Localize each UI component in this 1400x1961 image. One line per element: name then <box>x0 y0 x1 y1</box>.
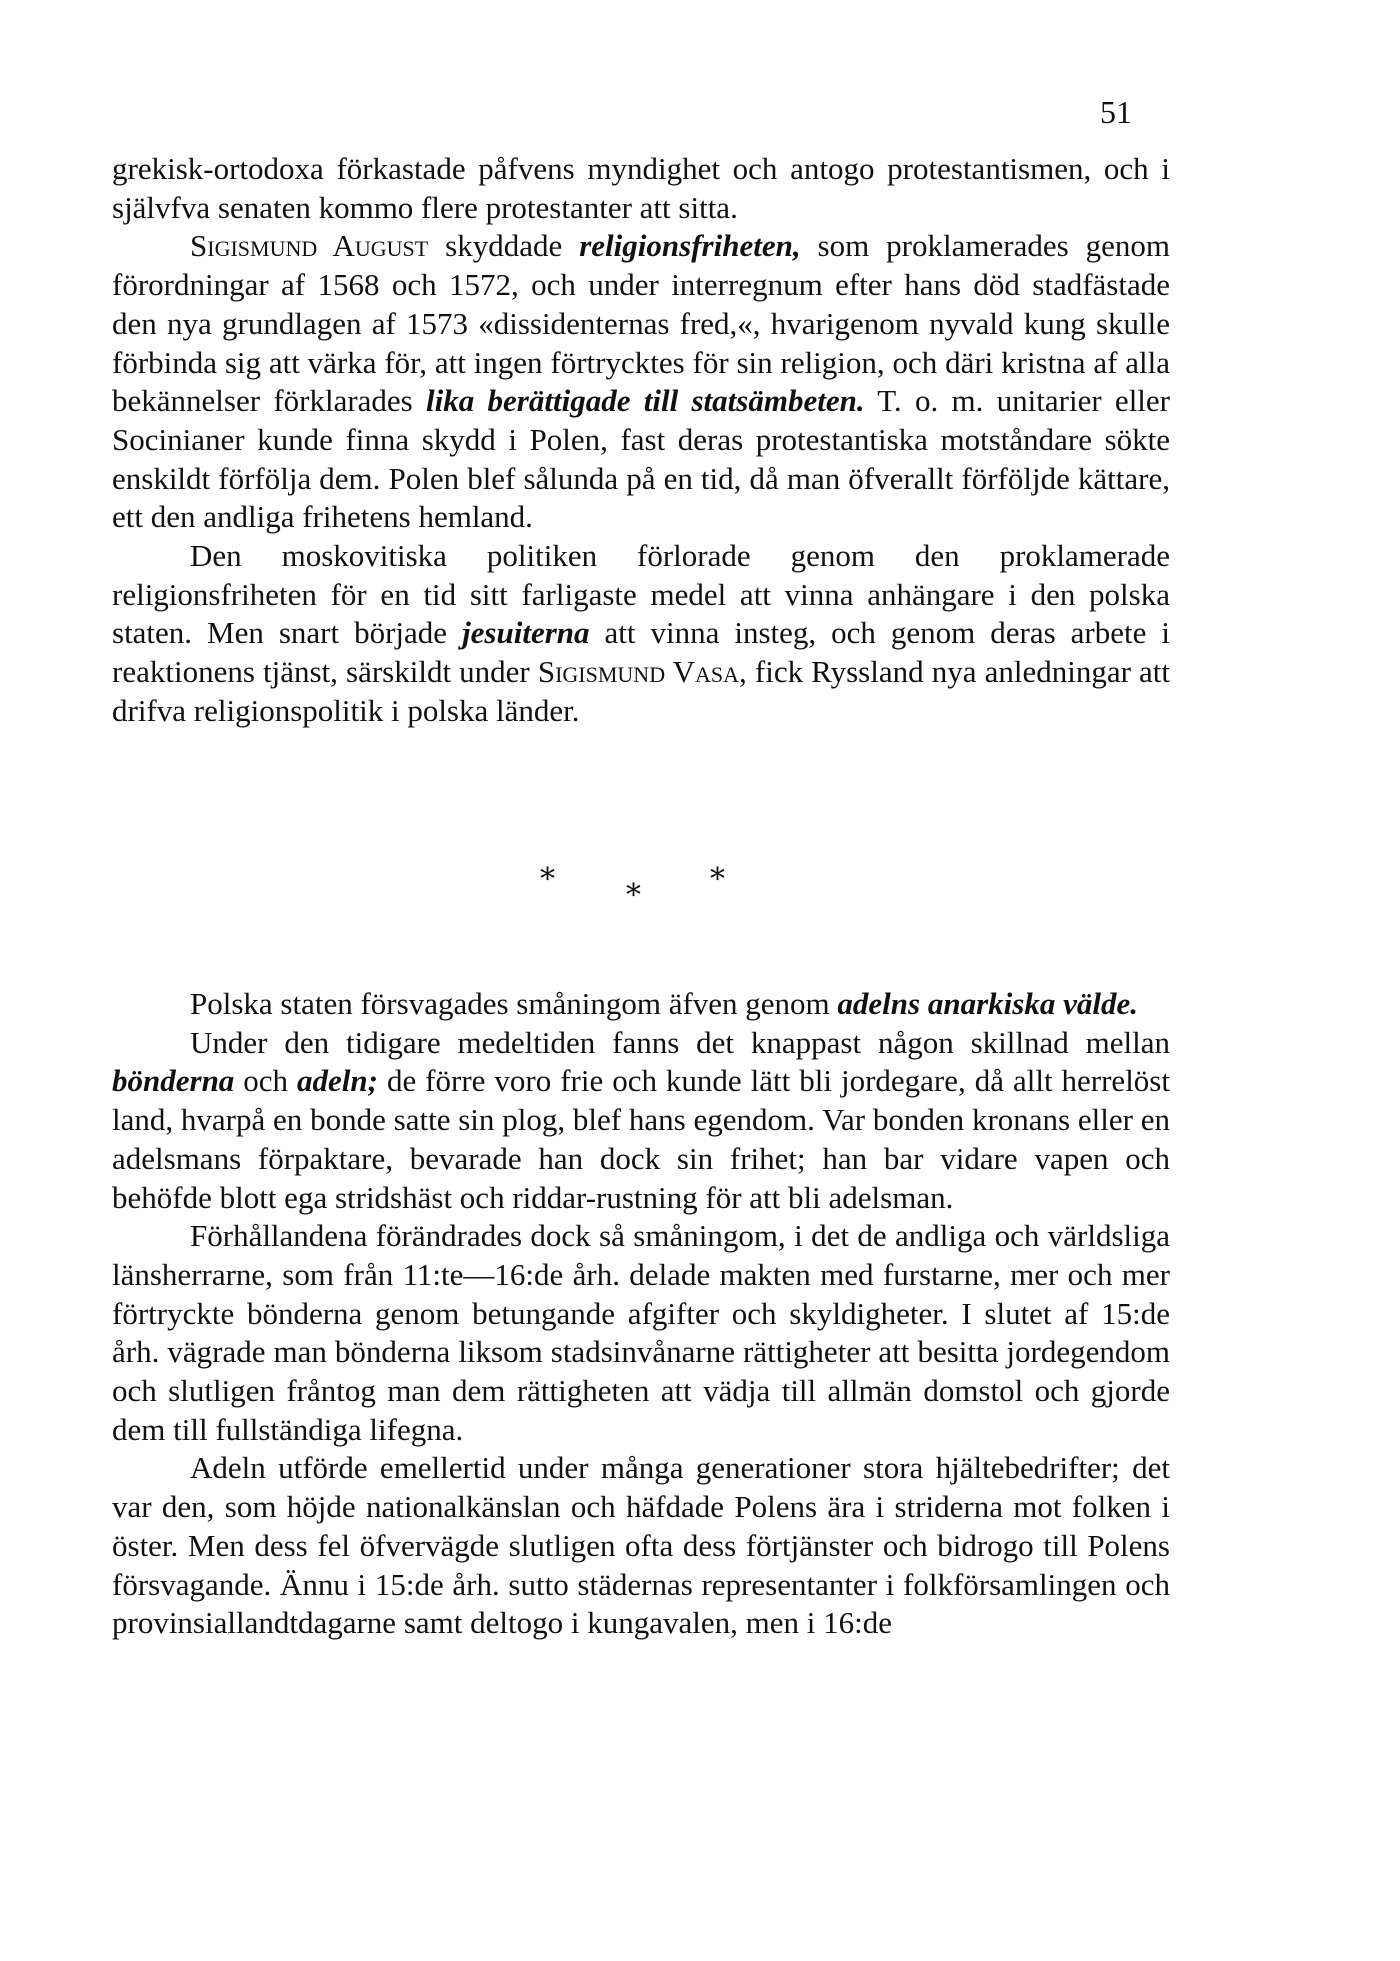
person-name: Sigismund Vasa, <box>537 654 747 690</box>
emphasis: jesuiterna <box>462 615 590 651</box>
text-run: Polska staten försvagades småningom äfven genom <box>190 986 838 1021</box>
text-run: T. o. m. unitarier eller Socinianer kunde finna skydd i Polen, fast deras protestantiska motståndare sökte enskildt förfölja dem. Polen blef sålunda på en tid, då man öfverallt förföljde kättare, ett den andliga frihetens hemland. <box>112 383 1171 535</box>
text-run: de förre voro frie och kunde lätt bli jordegare, då allt herrelöst land, hvarpå en bonde satte sin plog, blef hans egendom. Var bonden kronans eller en adelsmans förpaktare, bevarade han dock sin frihet; han bar vidare vapen och behöfde blott ega stridshäst och riddar-rustning för att bli adelsman. <box>112 1063 1170 1215</box>
asterisk-glyph: * <box>626 878 641 913</box>
text-run: skyddade <box>428 228 580 264</box>
text-run: som proklamerades genom förordningar af 1568 och 1572, och under interregnum efter hans död stadfästade den nya grundlagen af 1573 «dissidenternas fred,«, hvarigenom nyvald kung skulle förbinda sig att värka för, att ingen förtrycktes för sin religion, och däri kristna af alla bekännelser förklarades <box>112 228 1170 419</box>
emphasis: lika berättigade till statsämbeten. <box>426 383 865 419</box>
emphasis: adeln; <box>297 1063 378 1099</box>
paragraph-serfdom: Förhållandena förändrades dock så småningom, i det de andliga och världsliga länsherrarne, som från 11:te—16:de årh. delade makten med furstarne, mer och mer förtryckte bönderna genom betungande afgifter och skyldigheter. I slutet af 15:de årh. vägrade man bönderna liksom stadsinvånarne rättigheter att besitta jordegendom och slutligen fråntog man dem rättigheten att vädja till allmän domstol och gjorde dem till fullständiga lifegna. <box>112 1218 1170 1447</box>
person-name: Sigismund August <box>190 228 429 264</box>
text-run: och <box>234 1063 298 1099</box>
text-block-lower <box>112 985 1170 1643</box>
emphasis: adelns anarkiska välde. <box>837 986 1138 1021</box>
text-run: fick Ryssland nya anledningar att drifva religionspolitik i polska länder. <box>112 654 1170 728</box>
asterisk-glyph: * <box>540 862 555 897</box>
page-number: 51 <box>1100 94 1132 130</box>
paragraph-religious-freedom <box>112 227 1170 537</box>
paragraph-nobility-anarchy <box>112 985 1170 1024</box>
text-block-upper <box>112 150 1170 731</box>
text-run: Den moskovitiska politiken förlorade genom den proklamerade religionsfriheten för en tid sitt farligaste medel att vinna anhängare i den polska staten. Men snart började <box>112 538 1170 651</box>
paragraph-continued: grekisk-ortodoxa förkastade påfvens myndighet och antogo protestantismen, och i självfva senaten kommo flere protestanter att sitta. <box>112 151 1170 225</box>
paragraph-moscow-policy <box>112 537 1170 731</box>
emphasis: religionsfriheten, <box>579 228 801 264</box>
text-run: Under den tidigare medeltiden fanns det knappast någon skillnad mellan <box>190 1024 1170 1060</box>
paragraph-nobility-deeds: Adeln utförde emellertid under många generationer stora hjältebedrifter; det var den, som höjde nationalkänslan och häfdade Polens ära i striderna mot folken i öster. Men dess fel öfvervägde slutligen ofta dess förtjänster och bidrogo till Polens försvagande. Ännu i 15:de årh. sutto städernas representanter i folkförsamlingen och provinsiallandtdagarne samt deltogo i kungavalen, men i 16:de <box>112 1450 1170 1641</box>
asterisk-glyph: * <box>710 862 725 897</box>
text-run: att vinna insteg, och genom deras arbete i reaktionens tjänst, särskildt under <box>112 615 1170 690</box>
section-divider <box>520 862 760 913</box>
emphasis: bönderna <box>112 1063 235 1099</box>
paragraph-peasants-nobility <box>112 1024 1170 1218</box>
